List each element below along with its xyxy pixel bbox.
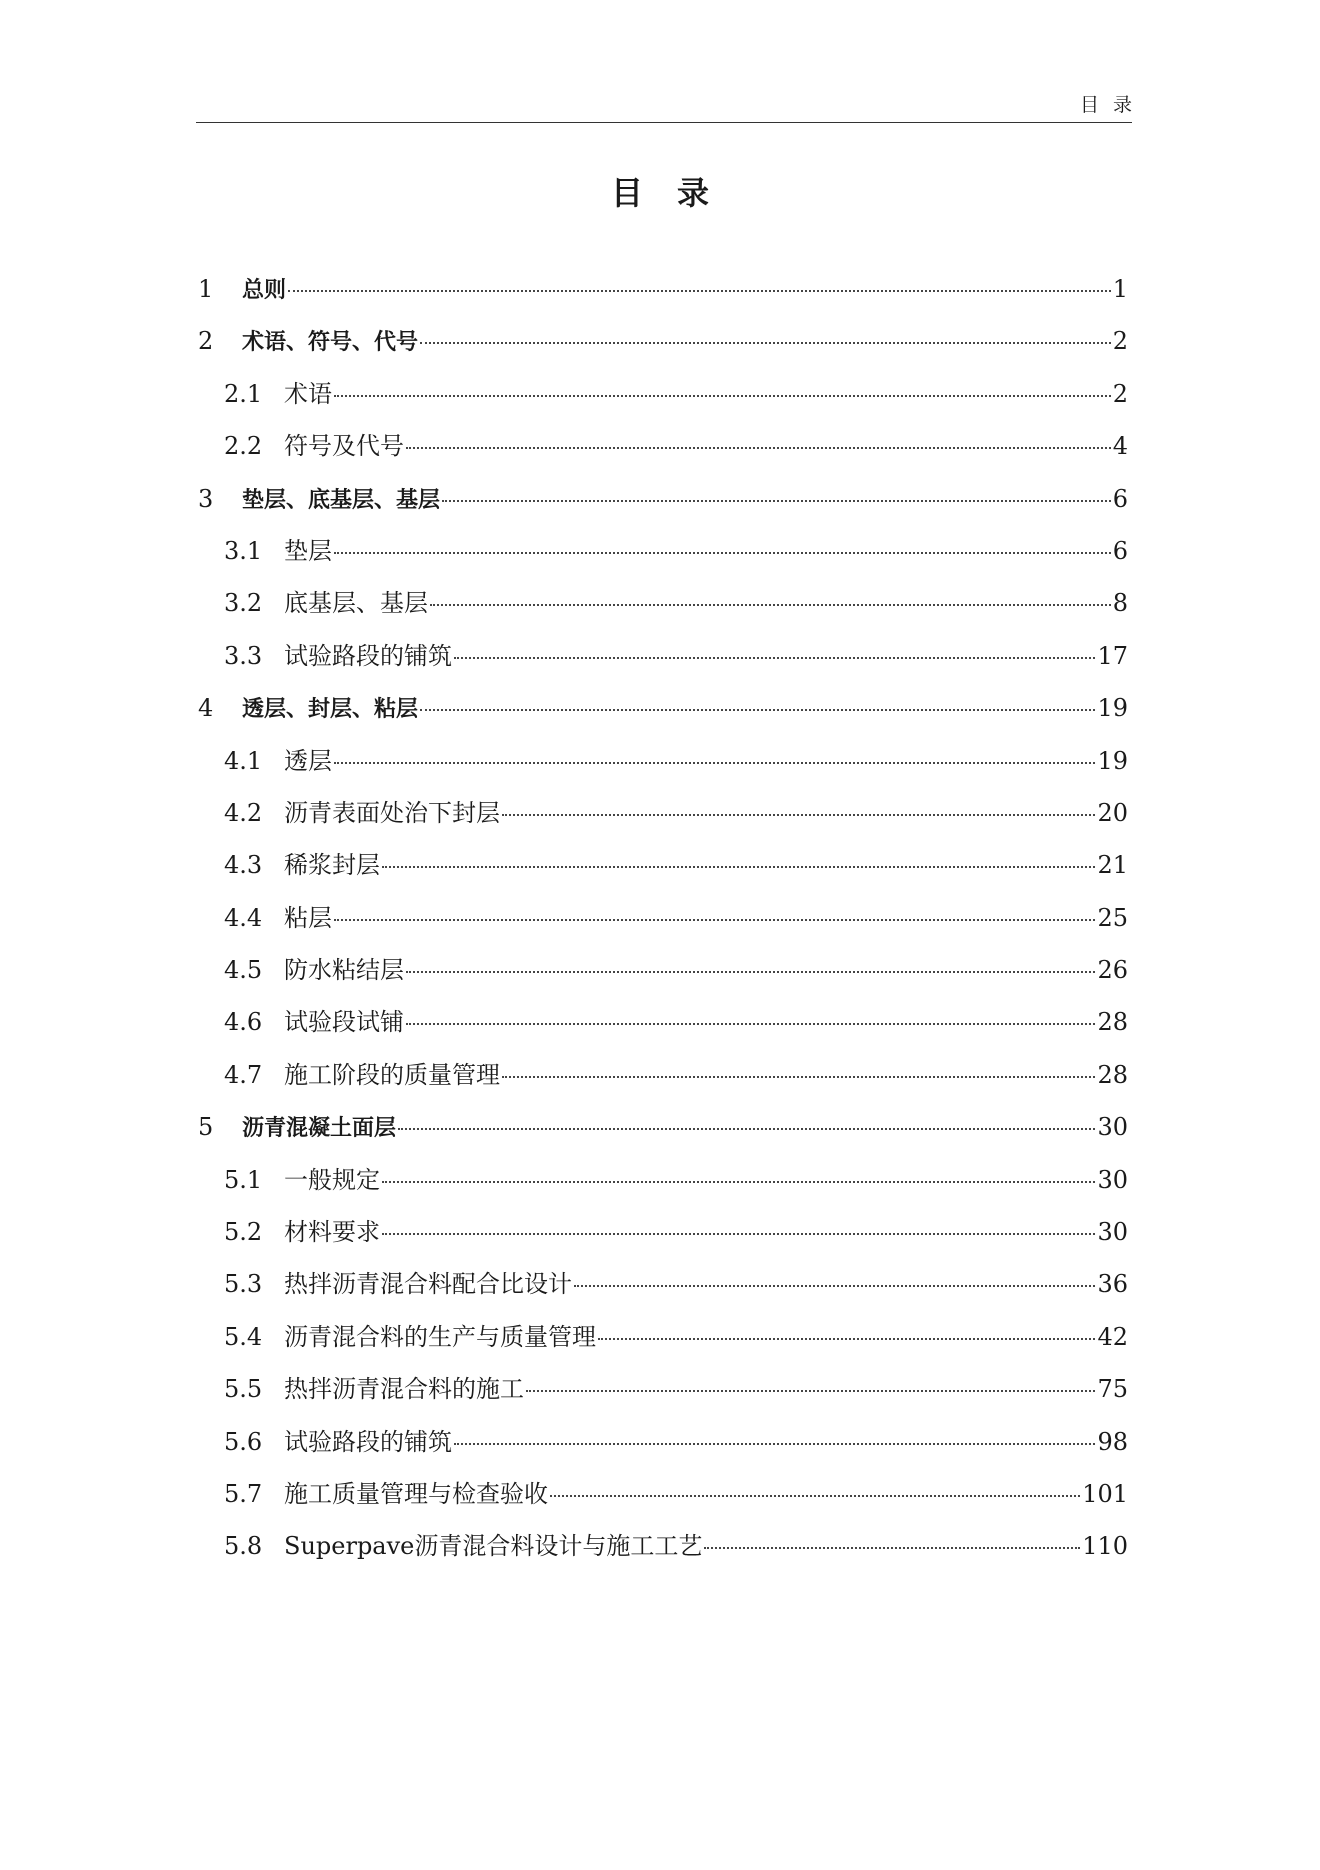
toc-entry-page: 19 — [1097, 694, 1128, 723]
page-title: 目录 — [610, 174, 743, 212]
toc-entry-number: 5.1 — [224, 1165, 263, 1194]
toc-entry[interactable] — [198, 1427, 1128, 1479]
toc-entry[interactable] — [198, 431, 1128, 483]
toc-entry[interactable] — [198, 1269, 1128, 1321]
toc-dot-leader — [406, 1023, 1095, 1025]
toc-entry-number: 5.3 — [224, 1270, 263, 1299]
toc-entry-number: 4.7 — [224, 1060, 263, 1089]
toc-entry-title: 总则 — [242, 278, 287, 303]
toc-entry-title: Superpave沥青混合料设计与施工工艺 — [284, 1532, 703, 1561]
toc-entry-title: 稀浆封层 — [284, 851, 380, 880]
toc-entry-title: 施工阶段的质量管理 — [284, 1060, 500, 1089]
toc-dot-leader — [420, 342, 1111, 344]
toc-entry-title: 沥青混合料的生产与质量管理 — [284, 1322, 596, 1351]
toc-dot-leader — [382, 1233, 1095, 1235]
toc-entry-number: 3.2 — [224, 589, 263, 618]
toc-dot-leader — [406, 447, 1111, 449]
toc-entry-page: 6 — [1112, 536, 1128, 565]
toc-entry[interactable] — [198, 379, 1128, 431]
toc-entry-title: 试验路段的铺筑 — [284, 1427, 452, 1456]
toc-entry-title: 符号及代号 — [284, 432, 404, 461]
toc-entry-page: 19 — [1097, 746, 1128, 775]
toc-entry-number: 3.3 — [224, 641, 263, 670]
toc-entry[interactable] — [198, 1531, 1128, 1583]
toc-entry-title: 透层 — [284, 746, 332, 775]
toc-entry[interactable] — [198, 1217, 1128, 1269]
toc-entry[interactable] — [198, 1112, 1128, 1164]
toc-dot-leader — [406, 971, 1095, 973]
toc-entry-page: 26 — [1097, 956, 1128, 985]
toc-entry[interactable] — [198, 850, 1128, 902]
toc-entry-page: 30 — [1097, 1113, 1128, 1142]
toc-entry[interactable] — [198, 1374, 1128, 1426]
toc-entry[interactable] — [198, 1322, 1128, 1374]
toc-dot-leader — [334, 762, 1095, 764]
toc-entry-number: 4.4 — [224, 903, 263, 932]
toc-entry[interactable] — [198, 326, 1128, 378]
toc-entry-title: 透层、封层、粘层 — [242, 697, 419, 723]
toc-dot-leader — [526, 1390, 1095, 1392]
toc-entry-title: 热拌沥青混合料的施工 — [284, 1375, 524, 1404]
toc-entry-page: 20 — [1097, 798, 1128, 827]
toc-entry-number: 5 — [198, 1113, 214, 1142]
toc-entry-page: 98 — [1097, 1427, 1128, 1456]
toc-entry-page: 17 — [1097, 641, 1128, 670]
toc-entry-page: 25 — [1097, 903, 1128, 932]
toc-entry[interactable] — [198, 1060, 1128, 1112]
toc-entry-number: 2.1 — [224, 379, 263, 408]
toc-dot-leader — [598, 1338, 1095, 1340]
toc-entry-title: 底基层、基层 — [284, 589, 428, 618]
toc-entry-number: 4 — [198, 694, 214, 723]
toc-dot-leader — [334, 919, 1095, 921]
toc-entry-number: 3 — [198, 484, 214, 513]
toc-dot-leader — [430, 604, 1111, 606]
toc-entry-title: 术语、符号、代号 — [242, 330, 419, 356]
toc-entry-title: 术语 — [284, 379, 332, 408]
toc-entry-number: 4.2 — [224, 798, 263, 827]
toc-entry-title: 粘层 — [284, 903, 332, 932]
toc-entry-title: 试验路段的铺筑 — [284, 641, 452, 670]
toc-dot-leader — [502, 814, 1095, 816]
toc-entry-number: 5.5 — [224, 1375, 263, 1404]
toc-entry-number: 1 — [198, 275, 214, 303]
toc-entry-page: 2 — [1112, 379, 1128, 408]
running-header — [196, 94, 1146, 123]
toc-dot-leader — [704, 1547, 1080, 1549]
toc-entry-title: 沥青混凝土面层 — [242, 1116, 397, 1142]
toc-entry-number: 5.8 — [224, 1532, 263, 1561]
toc-entry-number: 4.5 — [224, 956, 263, 985]
toc-entry[interactable] — [198, 1165, 1128, 1217]
toc-entry-number: 4.3 — [224, 851, 263, 880]
toc-entry[interactable] — [198, 903, 1128, 955]
toc-entry-title: 热拌沥青混合料配合比设计 — [284, 1270, 572, 1299]
toc-entry[interactable] — [198, 536, 1128, 588]
toc-entry-number: 5.4 — [224, 1322, 263, 1351]
toc-dot-leader — [574, 1285, 1095, 1287]
toc-entry-page: 28 — [1097, 1008, 1128, 1037]
toc-entry[interactable] — [198, 274, 1128, 326]
toc-entry-page: 110 — [1082, 1532, 1128, 1561]
toc-entry-title: 施工质量管理与检查验收 — [284, 1479, 548, 1508]
toc-entry-title: 垫层、底基层、基层 — [242, 487, 441, 513]
table-of-contents — [198, 274, 1128, 1584]
toc-entry-number: 4.1 — [224, 746, 263, 775]
toc-dot-leader — [454, 1443, 1095, 1445]
toc-entry-page: 36 — [1097, 1270, 1128, 1299]
toc-entry[interactable] — [198, 693, 1128, 745]
toc-entry-page: 42 — [1097, 1322, 1128, 1351]
toc-entry-number: 2 — [198, 327, 214, 356]
toc-entry-number: 4.6 — [224, 1008, 263, 1037]
toc-entry-title: 一般规定 — [284, 1165, 380, 1194]
toc-entry-page: 8 — [1112, 589, 1128, 618]
toc-entry-number: 5.7 — [224, 1479, 263, 1508]
toc-dot-leader — [442, 500, 1111, 502]
toc-entry-page: 75 — [1097, 1375, 1128, 1404]
toc-entry-number: 3.1 — [224, 536, 263, 565]
toc-dot-leader — [420, 709, 1095, 711]
toc-dot-leader — [398, 1128, 1095, 1130]
toc-entry-number: 5.6 — [224, 1427, 263, 1456]
toc-dot-leader — [288, 290, 1111, 292]
toc-entry[interactable] — [198, 641, 1128, 693]
toc-entry[interactable] — [198, 955, 1128, 1007]
toc-dot-leader — [550, 1495, 1080, 1497]
toc-entry-page: 1 — [1112, 275, 1128, 303]
toc-entry-page: 21 — [1097, 851, 1128, 880]
toc-entry-page: 30 — [1097, 1218, 1128, 1247]
toc-entry[interactable] — [198, 588, 1128, 640]
toc-entry-page: 6 — [1112, 484, 1128, 513]
toc-entry-page: 30 — [1097, 1165, 1128, 1194]
toc-entry-number: 2.2 — [224, 432, 263, 461]
toc-entry[interactable] — [198, 1007, 1128, 1059]
running-header-text: 目录 — [1079, 94, 1146, 116]
toc-entry-number: 5.2 — [224, 1218, 263, 1247]
toc-entry-page: 4 — [1112, 432, 1128, 461]
toc-entry-title: 材料要求 — [284, 1218, 380, 1247]
toc-entry[interactable] — [198, 1479, 1128, 1531]
toc-dot-leader — [334, 395, 1111, 397]
toc-entry[interactable] — [198, 484, 1128, 536]
toc-entry-title: 试验段试铺 — [284, 1008, 404, 1037]
toc-dot-leader — [382, 866, 1095, 868]
toc-entry[interactable] — [198, 746, 1128, 798]
toc-entry-page: 2 — [1112, 327, 1128, 356]
toc-entry-page: 101 — [1082, 1479, 1128, 1508]
toc-entry-title: 沥青表面处治下封层 — [284, 798, 500, 827]
toc-dot-leader — [334, 552, 1111, 554]
toc-dot-leader — [502, 1076, 1095, 1078]
toc-dot-leader — [454, 657, 1095, 659]
toc-dot-leader — [382, 1181, 1095, 1183]
toc-entry[interactable] — [198, 798, 1128, 850]
toc-entry-title: 防水粘结层 — [284, 956, 404, 985]
toc-entry-page: 28 — [1097, 1060, 1128, 1089]
toc-entry-title: 垫层 — [284, 536, 332, 565]
